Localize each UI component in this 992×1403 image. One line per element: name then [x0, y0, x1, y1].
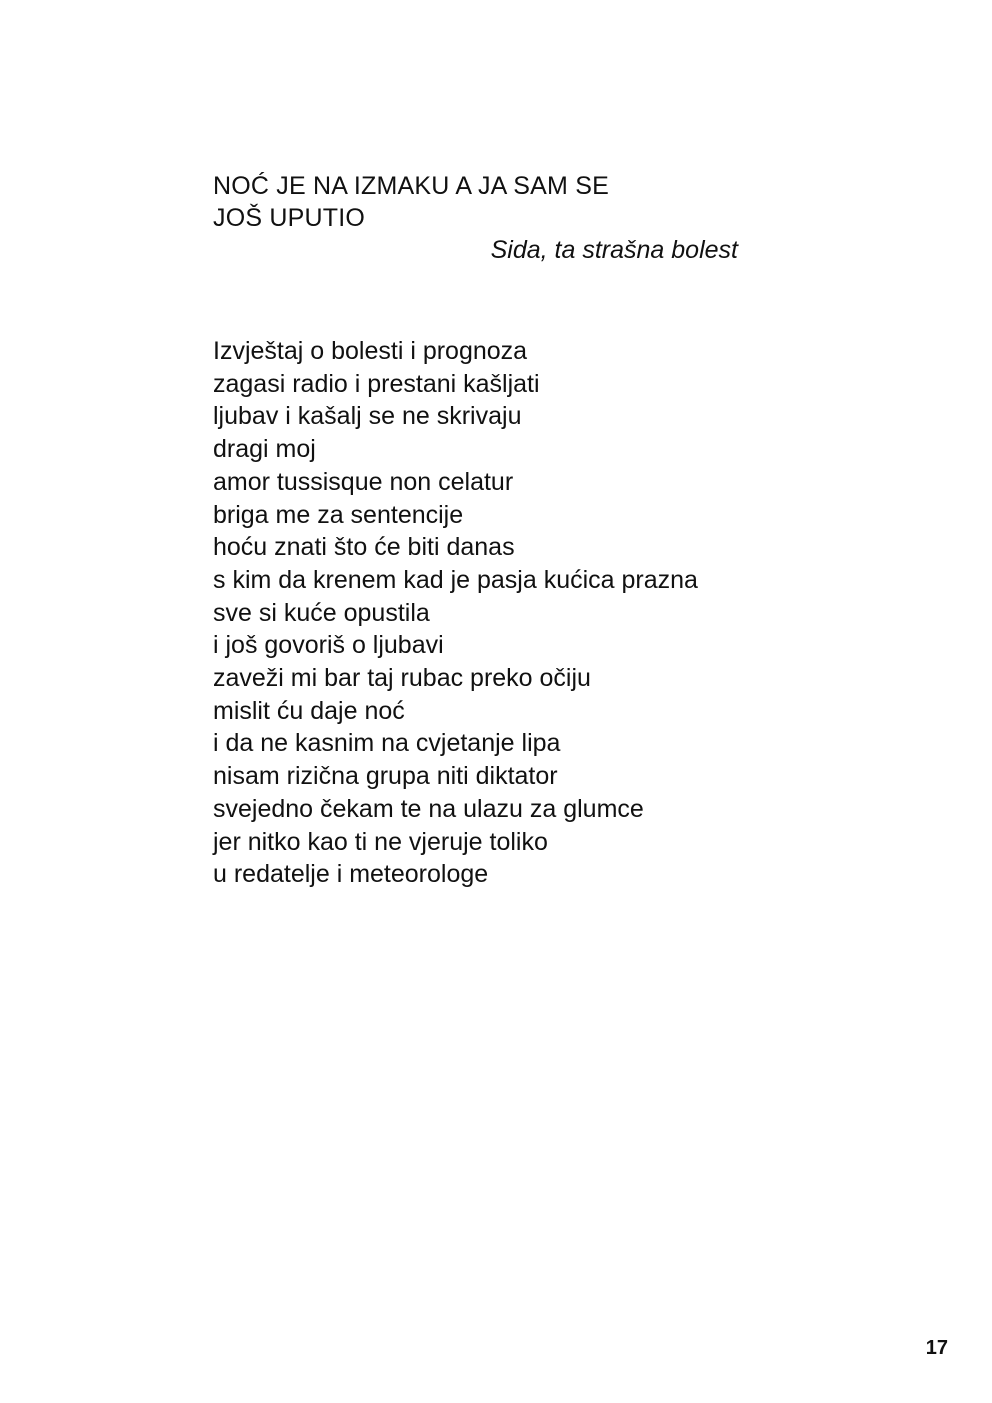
poem-line: svejedno čekam te na ulazu za glumce [213, 794, 644, 823]
poem-line: briga me za sentencije [213, 500, 464, 529]
poem-line: dragi moj [213, 435, 316, 464]
poem-line: zagasi radio i prestani kašljati [213, 369, 540, 398]
poem-line: i još govoriš o ljubavi [213, 631, 444, 660]
poem-title [213, 170, 773, 234]
poem-line: s kim da krenem kad je pasja kućica prazna [213, 565, 698, 594]
poem-line: i da ne kasnim na cvjetanje lipa [213, 729, 561, 758]
poem-line: sve si kuće opustila [213, 598, 430, 627]
poem-line: jer nitko kao ti ne vjeruje toliko [213, 827, 548, 856]
poem-line: amor tussisque non celatur [213, 467, 514, 496]
poem-body [213, 335, 853, 891]
poem-title-line: JOŠ UPUTIO [213, 204, 366, 232]
poem-line: ljubav i kašalj se ne skrivaju [213, 402, 522, 431]
poem-line: Izvještaj o bolesti i prognoza [213, 337, 528, 365]
poem-title-line: NOĆ JE NA IZMAKU A JA SAM SE [213, 172, 609, 200]
poem-line: zaveži mi bar taj rubac preko očiju [213, 664, 591, 693]
poem-line: u redatelje i meteorologe [213, 860, 489, 889]
poem-line: hoću znati što će biti danas [213, 533, 515, 562]
poem-line: mislit ću daje noć [213, 696, 405, 725]
poem-line: nisam rizična grupa niti diktator [213, 762, 558, 791]
poem-dedication: Sida, ta strašna bolest [490, 236, 738, 264]
page-number: 17 [925, 1337, 948, 1359]
